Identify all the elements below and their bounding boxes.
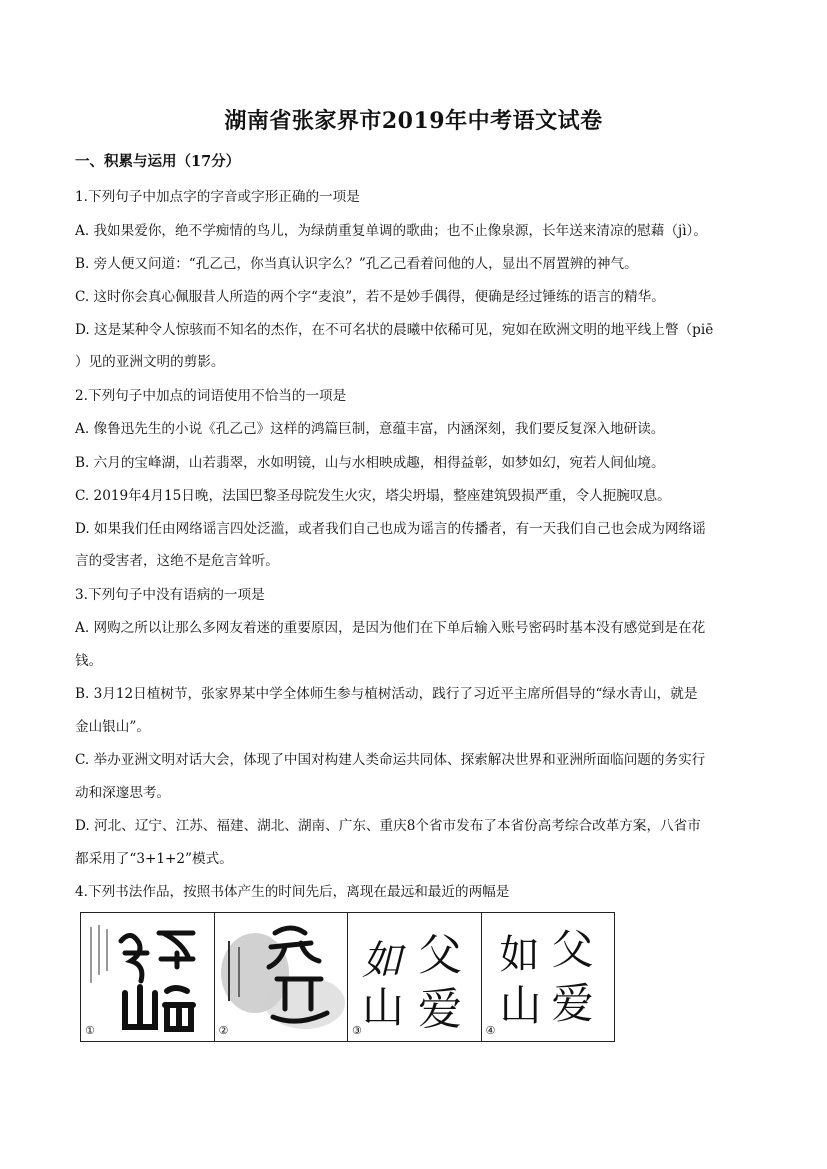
question-2-stem: 2.下列句子中加点的词语使用不恰当的一项是 <box>75 388 347 404</box>
panel-3-char-1: 父 <box>418 930 462 981</box>
panel-3-char-4: 山 <box>362 983 405 1032</box>
question-2-option-d-cont: 言的受害者，这绝不是危言耸听。 <box>75 553 279 569</box>
question-3-stem: 3.下列句子中没有语病的一项是 <box>75 587 265 603</box>
question-3-option-b: B. 3月12日植树节，张家界某中学全体师生参与植树活动，践行了习近平主席所倡导的“绿水青山，就是 <box>75 686 698 702</box>
question-3-option-c-cont: 动和深邃思考。 <box>75 785 171 801</box>
question-2-option-a: A. 像鲁迅先生的小说《孔乙己》这样的鸿篇巨制，意蕴丰富，内涵深刻，我们要反复深入地研读。 <box>75 421 665 437</box>
page-title: 湖南省张家界市2019年中考语文试卷 <box>224 108 603 134</box>
question-3-option-a-cont: 钱。 <box>75 653 103 669</box>
calligraphy-panel-4 <box>482 913 615 1041</box>
figure-label-3: ③ <box>352 1024 362 1037</box>
figure-label-4: ④ <box>485 1024 496 1037</box>
question-1-option-d: D. 这是某种令人惊骇而不知名的杰作，在不可名状的晨曦中依稀可见，宛如在欧洲文明的地平线上瞥（piē <box>75 322 714 338</box>
question-2-option-d: D. 如果我们任由网络谣言四处泛滥，或者我们自己也成为谣言的传播者，有一天我们自己也会成为网络谣 <box>75 521 706 537</box>
question-3-option-d: D. 河北、辽宁、江苏、福建、湖北、湖南、广东、重庆8个省市发布了本省份高考综合改革方案，八省市 <box>75 818 701 834</box>
question-2-option-b: B. 六月的宝峰湖，山若翡翠，水如明镜，山与水相映成趣，相得益彰，如梦如幻，宛若人间仙境。 <box>75 455 665 471</box>
question-3-option-c: C. 举办亚洲文明对话大会，体现了中国对构建人类命运共同体、探索解决世界和亚洲所面临问题的务实行 <box>75 752 706 768</box>
section-heading: 一、积累与运用（17分） <box>75 153 241 170</box>
question-1-option-b: B. 旁人便又问道：“孔乙己，你当真认识字么？”孔乙己看着问他的人，显出不屑置辨的神气。 <box>75 256 638 272</box>
figure-label-1: ① <box>85 1024 95 1037</box>
clerical-script-image <box>215 913 347 1038</box>
calligraphy-panel-1 <box>81 913 215 1041</box>
calligraphy-panel-3 <box>348 913 482 1041</box>
seal-script-image <box>81 913 213 1038</box>
question-2-option-c: C. 2019年4月15日晚，法国巴黎圣母院发生火灾，塔尖坍塌，整座建筑毁损严重，令人扼腕叹息。 <box>75 488 671 504</box>
panel-4-char-2: 如 <box>499 932 540 978</box>
panel-4-char-3: 爱 <box>551 979 594 1028</box>
question-4-stem: 4.下列书法作品，按照书体产生的时间先后，离现在最远和最近的两幅是 <box>75 884 510 900</box>
question-3-option-d-cont: 都采用了“3+1+2”模式。 <box>75 851 233 867</box>
question-1-option-a: A. 我如果爱你，绝不学痴情的鸟儿，为绿荫重复单调的歌曲；也不止像泉源，长年送来清凉的慰藉（jì）。 <box>75 223 707 239</box>
question-3-option-a: A. 网购之所以让那么多网友着迷的重要原因，是因为他们在下单后输入账号密码时基本没有感觉到是在花 <box>75 620 706 636</box>
question-1-stem: 1.下列句子中加点字的字音或字形正确的一项是 <box>75 189 360 205</box>
panel-4-char-1: 父 <box>551 925 594 974</box>
panel-3-char-3: 爱 <box>418 984 462 1035</box>
calligraphy-figure <box>80 912 615 1042</box>
panel-4-char-4: 山 <box>499 981 542 1030</box>
question-1-option-c: C. 这时你会真心佩服昔人所造的两个字“麦浪”，若不是妙手偶得，便确是经过锤练的语言的精华。 <box>75 289 665 305</box>
question-1-option-d-cont: ）见的亚洲文明的剪影。 <box>75 354 225 370</box>
question-3-option-b-cont: 金山银山”。 <box>75 719 150 735</box>
figure-label-2: ② <box>218 1024 229 1037</box>
panel-3-char-2: 如 <box>362 938 402 984</box>
calligraphy-panel-2 <box>215 913 349 1041</box>
